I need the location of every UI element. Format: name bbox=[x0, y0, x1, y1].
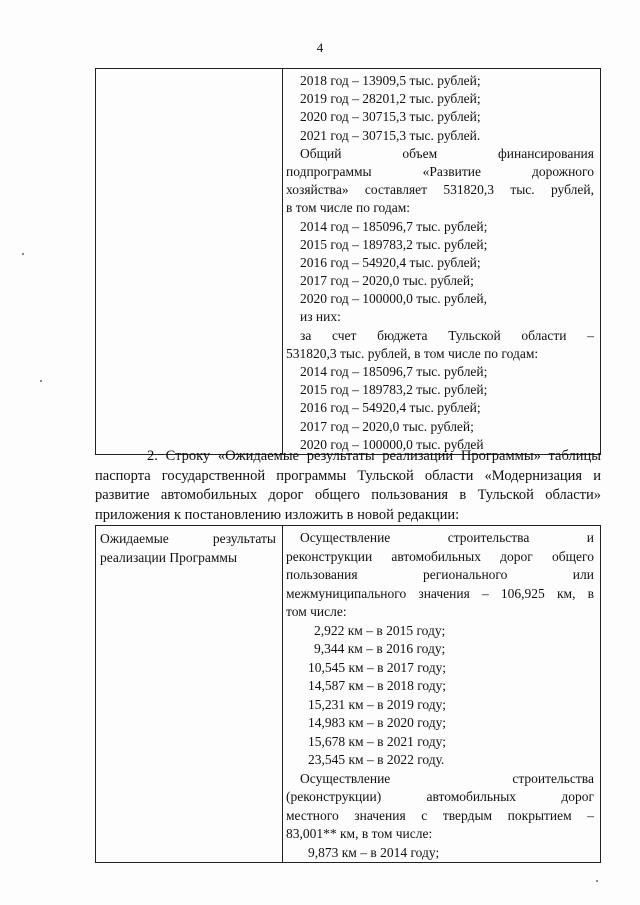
paragraph-line: развитие автомобильных дорог общего пользования в Тульской области» bbox=[95, 487, 601, 503]
table-cell-empty bbox=[96, 69, 283, 455]
results-line: 15,678 км – в 2021 году; bbox=[308, 733, 446, 749]
results-line: 23,545 км – в 2022 году. bbox=[308, 752, 445, 767]
expected-results-table bbox=[95, 525, 601, 863]
results-label-line: реализации Программы bbox=[100, 549, 238, 565]
paragraph-line: приложения к постановлению изложить в новой редакции: bbox=[95, 506, 460, 523]
funding-line: 2020 год – 100000,0 тыс. рублей, bbox=[300, 291, 488, 307]
results-line: (реконструкции) автомобильных дорог bbox=[286, 789, 594, 804]
scan-speck bbox=[22, 253, 24, 255]
funding-line: подпрограммы «Развитие дорожного bbox=[286, 163, 594, 179]
funding-line: за счет бюджета Тульской области – bbox=[300, 327, 594, 343]
funding-line: 2020 год – 30715,3 тыс. рублей; bbox=[300, 109, 481, 125]
results-line: 14,587 км – в 2018 году; bbox=[308, 678, 446, 693]
funding-details-cell bbox=[283, 69, 601, 455]
funding-line: в том числе по годам: bbox=[286, 200, 411, 216]
results-line: том числе: bbox=[286, 604, 347, 619]
results-line: 10,545 км – в 2017 году; bbox=[308, 659, 446, 675]
funding-line: 2017 год – 2020,0 тыс. рублей; bbox=[300, 273, 474, 289]
funding-line: 2014 год – 185096,7 тыс. рублей; bbox=[300, 218, 488, 234]
funding-line: 2016 год – 54920,4 тыс. рублей; bbox=[300, 400, 481, 416]
paragraph-line: 2. Строку «Ожидаемые результаты реализации Программы» таблицы bbox=[147, 448, 601, 464]
scan-speck bbox=[596, 880, 598, 882]
funding-line: 2021 год – 30715,3 тыс. рублей. bbox=[300, 127, 481, 143]
results-label-cell bbox=[96, 526, 283, 863]
funding-line: 531820,3 тыс. рублей, в том числе по годам: bbox=[286, 345, 539, 361]
funding-line: 2020 год – 100000,0 тыс. рублей bbox=[300, 436, 484, 452]
results-line: местного значения с твердым покрытием – bbox=[286, 807, 594, 823]
page-number: 4 bbox=[316, 40, 324, 55]
results-line: 2,922 км – в 2015 году; bbox=[314, 622, 446, 638]
table-row bbox=[96, 69, 601, 455]
results-details-cell bbox=[283, 526, 601, 863]
results-line: 9,873 км – в 2014 году; bbox=[308, 844, 440, 860]
funding-line: 2014 год – 185096,7 тыс. рублей; bbox=[300, 364, 488, 379]
funding-line: 2017 год – 2020,0 тыс. рублей; bbox=[300, 418, 474, 434]
funding-table bbox=[95, 68, 601, 455]
amendment-paragraph bbox=[95, 447, 601, 525]
funding-line: хозяйства» составляет 531820,3 тыс. рублей, bbox=[286, 182, 594, 198]
funding-line: 2018 год – 13909,5 тыс. рублей; bbox=[300, 73, 481, 88]
results-line: пользования регионального или bbox=[286, 567, 594, 582]
funding-line: Общий объем финансирования bbox=[300, 145, 594, 161]
results-line: реконструкции автомобильных дорог общего bbox=[286, 548, 594, 564]
paragraph-line: паспорта государственной программы Тульской области «Модернизация и bbox=[95, 467, 601, 484]
scan-speck bbox=[40, 380, 42, 382]
results-label-line: Ожидаемые результаты bbox=[100, 531, 276, 546]
funding-line: 2015 год – 189783,2 тыс. рублей; bbox=[300, 236, 488, 252]
funding-line: из них: bbox=[300, 309, 341, 325]
results-line: Осуществление строительства bbox=[300, 770, 594, 786]
funding-line: 2019 год – 28201,2 тыс. рублей; bbox=[300, 91, 481, 107]
funding-line: 2015 год – 189783,2 тыс. рублей; bbox=[300, 382, 488, 398]
results-line: 9,344 км – в 2016 году; bbox=[314, 641, 446, 656]
table-row bbox=[96, 526, 601, 863]
results-line: 14,983 км – в 2020 году; bbox=[308, 715, 446, 730]
results-line: 83,001** км, в том числе: bbox=[286, 826, 433, 841]
results-line: Осуществление строительства и bbox=[300, 530, 594, 545]
results-line: 15,231 км – в 2019 году; bbox=[308, 696, 446, 712]
results-line: межмуниципального значения – 106,925 км, в bbox=[286, 585, 594, 601]
funding-line: 2016 год – 54920,4 тыс. рублей; bbox=[300, 254, 481, 270]
